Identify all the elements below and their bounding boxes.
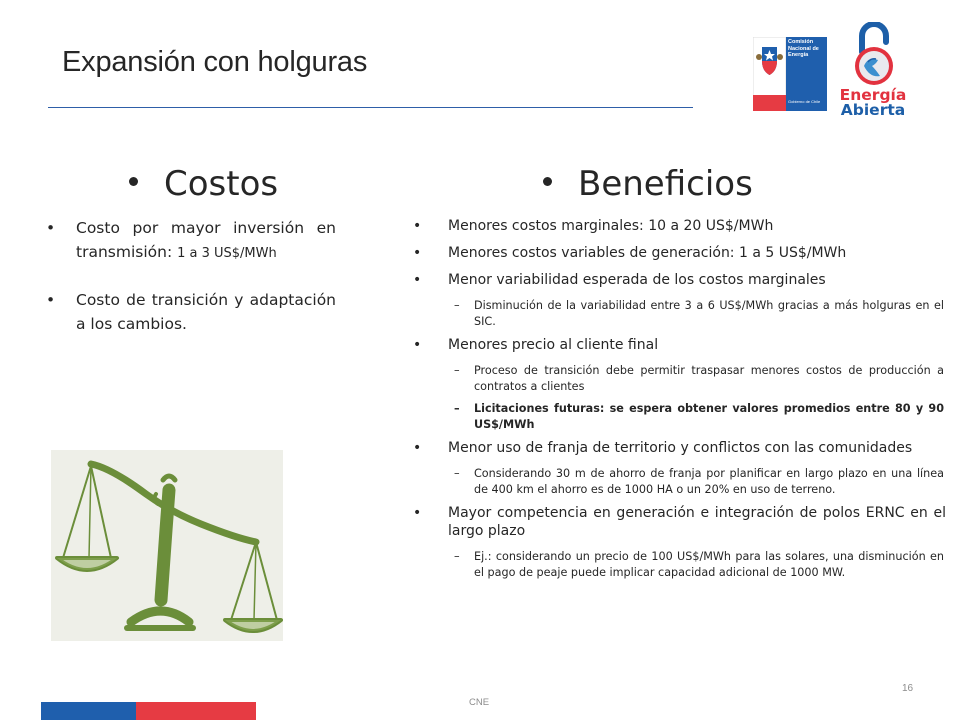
beneficios-heading [543,164,753,204]
list-item: • Menores costos variables de generación: 1 a 5 US$/MWh [412,244,946,262]
costos-heading [129,164,278,204]
cne-logo [753,37,827,111]
sub-list-item: – Ej.: considerando un precio de 100 US$/MWh para las solares, una disminución en el pago de peaje puede implicar capacidad adicional de 1000 MW. [412,549,946,581]
slide-title: Expansión con holguras [62,46,368,78]
beneficios-heading-text: Beneficios [578,164,753,204]
list-item: • Menores precio al cliente final [412,336,946,354]
page-number: 16 [902,683,914,694]
list-item: • Costo por mayor inversión en transmisión: 1 a 3 US$/MWh [46,216,336,266]
open-lock-icon [838,22,908,88]
costos-list [46,216,336,358]
balance-scale-image [51,450,283,641]
footer-bar-blue [41,702,136,720]
balance-scale-icon [51,450,283,641]
footer-source: CNE [469,697,490,708]
list-item: • Menores costos marginales: 10 a 20 US$/MWh [412,217,946,235]
list-item: • Menor uso de franja de territorio y conflictos con las comunidades [412,439,946,457]
energia-abierta-text: Energía Abierta [839,86,907,119]
list-item: • Mayor competencia en generación e integración de polos ERNC en el largo plazo [412,504,946,540]
sub-list-item: – Disminución de la variabilidad entre 3 a 6 US$/MWh gracias a más holguras en el SIC. [412,298,946,330]
cne-logo-text: Comisión Nacional de Energía [788,39,819,58]
title-divider [48,107,693,108]
costos-heading-text: Costos [164,164,279,204]
sub-list-item: – Licitaciones futuras: se espera obtener valores promedios entre 80 y 90 US$/MWh [412,401,946,433]
sub-list-item: – Proceso de transición debe permitir traspasar menores costos de producción a contratos a clientes [412,363,946,395]
bullet-icon [129,177,138,186]
beneficios-list [412,217,946,587]
sub-list-item: – Considerando 30 m de ahorro de franja por planificar en largo plazo en una línea de 400 km el ahorro es de 1000 HA o un 20% en uso de terreno. [412,466,946,498]
footer-bar-red [136,702,256,720]
list-item: • Menor variabilidad esperada de los costos marginales [412,271,946,289]
bullet-icon [543,177,552,186]
list-item: • Costo de transición y adaptación a los cambios. [46,288,336,336]
cne-gov-text: Gobierno de Chile [788,99,821,104]
